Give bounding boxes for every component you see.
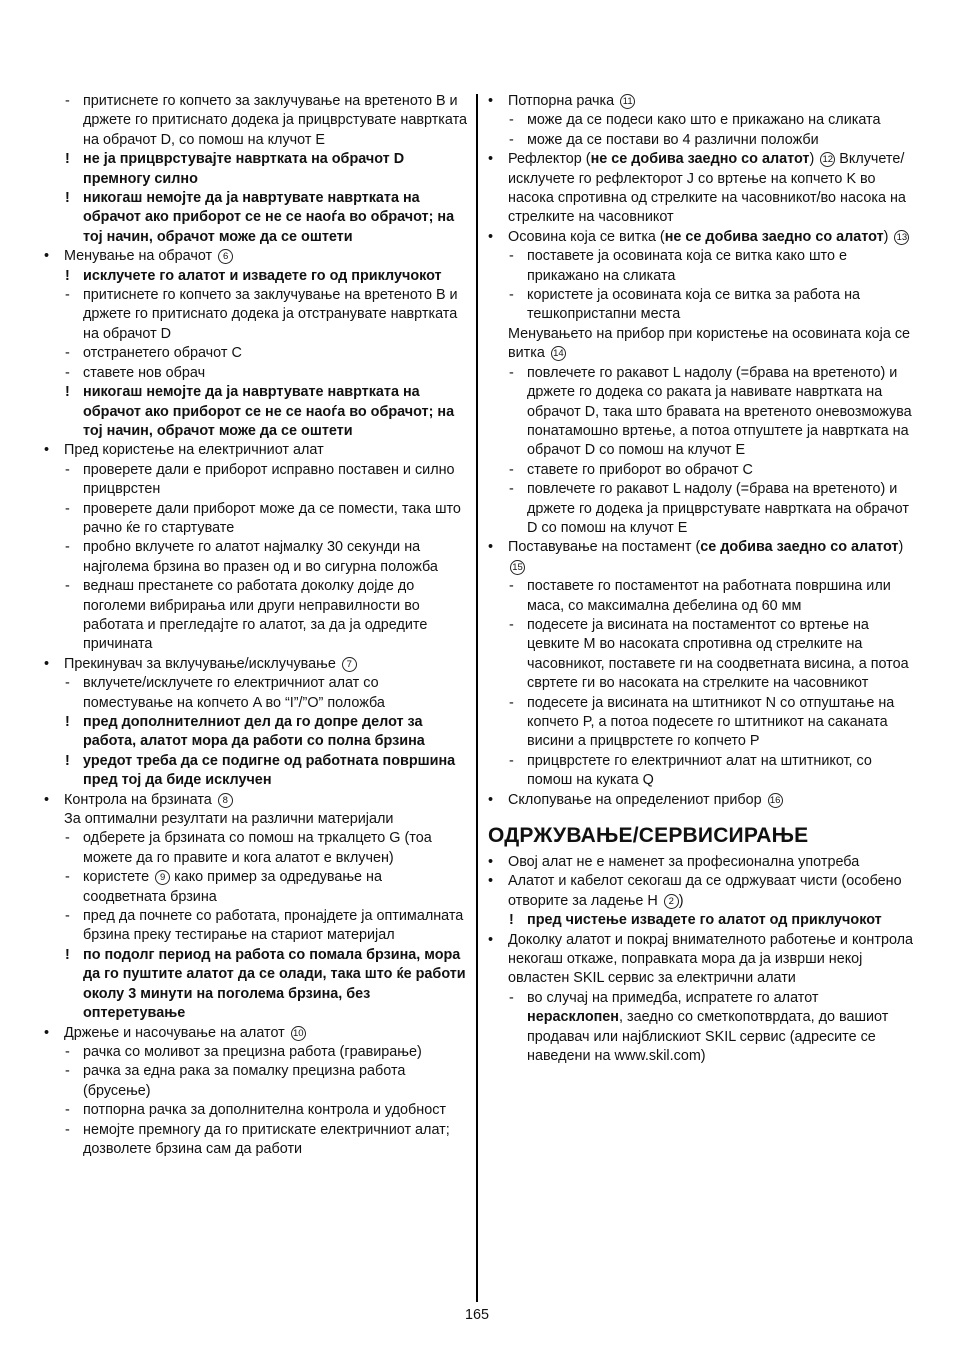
dash-marker: -	[65, 578, 70, 595]
bold-text: не се добива заедно со алатот	[590, 151, 810, 168]
warning-marker: !	[65, 714, 70, 730]
figure-reference: 13	[894, 230, 909, 245]
dash-marker: -	[65, 539, 70, 556]
warning-marker: !	[65, 267, 70, 284]
text: , заедно со сметкопотврдата, до вашиот продавач или најблискиот SKIL сервис (адресите се наведени на www.skil.com)	[527, 1009, 889, 1065]
dash-marker: -	[65, 1121, 70, 1138]
text: проверете дали е приборот исправно поставен и силно прицврстен	[83, 461, 455, 498]
text: За оптимални резултати на различни материјали	[64, 811, 394, 828]
figure-reference: 15	[510, 560, 525, 575]
text: немојте премногу да го притискате електричниот алат; дозволете брзина сам да работи	[83, 1121, 450, 1157]
text: Контрола на брзината	[64, 791, 212, 808]
dash-item	[44, 674, 468, 713]
dash-item	[44, 286, 468, 344]
bullet-item	[488, 931, 914, 989]
paragraph	[44, 810, 468, 829]
dash-marker: -	[65, 908, 70, 925]
dash-item	[488, 286, 914, 325]
bullet-marker: •	[488, 228, 494, 245]
bullet-marker: •	[44, 248, 50, 265]
dash-marker: -	[509, 461, 514, 478]
dash-marker: -	[509, 481, 514, 498]
dash-marker: -	[509, 248, 514, 265]
dash-item	[488, 247, 914, 286]
warning-marker: !	[65, 384, 70, 401]
right-column	[488, 92, 914, 1067]
bullet-marker: •	[44, 655, 50, 672]
text: Осовина која се витка (	[508, 228, 665, 245]
text: поставете го постаментот на работната површина или маса, со максимална дебелина од 60 мм	[527, 578, 891, 614]
bullet-item	[44, 247, 468, 266]
bullet-marker: •	[44, 1024, 50, 1041]
bullet-marker: •	[44, 442, 50, 459]
text: потпорна рачка за дополнителна контрола и удобност	[83, 1102, 447, 1119]
dash-item	[488, 364, 914, 461]
dash-item	[488, 111, 914, 130]
dash-marker: -	[509, 616, 514, 633]
warning-item	[44, 267, 468, 286]
figure-reference: 9	[155, 870, 170, 885]
text: притиснете го копчето за заклучување на вретеното B и држете го притиснато додека ја прицврстувате навртката на обрачот D, со помош на клучот E	[83, 93, 468, 148]
text: Прекинувач за вклучување/исклучување	[64, 655, 336, 672]
bullet-item	[44, 1024, 468, 1043]
figure-reference: 2	[664, 894, 679, 909]
text: ставете нов обрач	[83, 364, 206, 381]
text: одберете ја брзината со помош на тркалцето G (тоа можете да го правите и кога алатот е вклучен)	[83, 830, 432, 866]
dash-item	[44, 907, 468, 946]
dash-marker: -	[65, 500, 70, 517]
text: користете ја осовината која се витка за работа на тешкопристапни места	[527, 287, 861, 323]
text: повлечете го ракавот L надолу (=брава на вретеното) и држете го додека со ракатa ја навивате навртката на обрачот D, така што бравата на вретеното оневозможува понатамошно вртење, а потоа отпуштете ја навртката на обрачот D со помош на клучот E	[527, 364, 912, 459]
text: отстранетего обрачот C	[83, 345, 242, 362]
bullet-marker: •	[488, 854, 494, 871]
warning-item	[44, 946, 468, 1024]
dash-marker: -	[65, 869, 70, 886]
text: рачка со моливот за прецизна работа (гравирање)	[83, 1043, 422, 1060]
dash-marker: -	[65, 287, 70, 304]
dash-item	[44, 829, 468, 868]
text: )	[809, 151, 815, 168]
dash-marker: -	[65, 1102, 70, 1119]
bullet-item	[488, 791, 914, 810]
bullet-marker: •	[488, 539, 494, 556]
bullet-item	[44, 441, 468, 460]
bullet-marker: •	[488, 151, 494, 168]
dash-item	[488, 694, 914, 752]
dash-item	[488, 989, 914, 1067]
dash-marker: -	[65, 830, 70, 847]
text: Пред користење на електричниот алат	[64, 442, 324, 459]
text: Рефлектор (	[508, 151, 591, 168]
text: може да се подеси како што е прикажано на сликата	[527, 112, 881, 129]
bullet-item	[488, 150, 914, 228]
bullet-marker: •	[44, 791, 50, 808]
bullet-item	[488, 538, 914, 577]
dash-marker: -	[509, 131, 514, 148]
text: притиснете го копчето за заклучување на вретеното B и држете го притиснато додека ја отстранувате навртката на обрачот D	[83, 287, 458, 342]
text: подесете ја висината на штитникот N со отпуштање на копчето P, а потоа подесете го штитникот на саканата висини а прицврстете го копчето P	[527, 694, 895, 750]
bullet-marker: •	[488, 791, 494, 808]
dash-item	[44, 577, 468, 655]
paragraph	[488, 325, 914, 364]
dash-marker: -	[65, 345, 70, 362]
text: може да се постави во 4 различни положби	[527, 131, 819, 148]
dash-item	[488, 461, 914, 480]
dash-marker: -	[509, 752, 514, 769]
text: Менувањето на прибор при користење на осовината која се витка	[508, 325, 911, 362]
bold-text: пред чистење извадете го алатот од приклучокот	[527, 912, 882, 929]
dash-marker: -	[65, 93, 70, 109]
text: прицврстете го електричниот алат на штитникот, со помош на куката Q	[527, 752, 872, 789]
text: веднаш престанете со работата доколку дојде до поголеми вибрирања или други неправилности во работата и прегледајте го алатот, за да ја одредите причината	[83, 578, 428, 653]
text: подесете ја висината на постаментот со вртење на цевките M во насоката спротивна од стрелките на часовникот, поставете ги на соодветната висина, а потоа свртете ги во насоката на стрелките на часовникот	[527, 616, 909, 692]
warning-item	[44, 752, 468, 791]
bullet-item	[488, 872, 914, 911]
dash-item	[44, 1121, 468, 1160]
dash-item	[44, 1062, 468, 1101]
bullet-marker: •	[488, 931, 494, 948]
column-divider	[476, 94, 478, 1302]
dash-item	[44, 500, 468, 539]
bold-text: нерасклопен	[527, 1009, 620, 1026]
dash-marker: -	[509, 112, 514, 129]
text: повлечете го ракавот L надолу (=брава на вретеното) и држете го додека ја прицврстувате навртката на обрачот D со помош на клучот E	[527, 481, 909, 536]
dash-item	[44, 461, 468, 500]
warning-marker: !	[65, 151, 70, 168]
bold-text: се добива заедно со алатот	[700, 539, 899, 556]
dash-marker: -	[65, 1043, 70, 1060]
text: )	[678, 892, 684, 909]
dash-item	[44, 364, 468, 383]
page-number: 165	[464, 1307, 489, 1323]
text: Доколку алатот и покрај внимателното работење и контрола некогаш откаже, поправката мора да ја изврши некој овластен SKIL сервис за електрични алати	[508, 931, 914, 987]
figure-reference: 12	[820, 152, 835, 167]
text: Менување на обрачот	[64, 248, 213, 265]
bold-text: исклучете го алатот и извадете го од приклучокот	[83, 267, 442, 284]
warning-item	[44, 189, 468, 247]
dash-marker: -	[509, 364, 514, 381]
dash-marker: -	[65, 364, 70, 381]
text: како пример за одредување на соодветната брзина	[83, 869, 382, 905]
figure-reference: 8	[218, 793, 233, 808]
warning-marker: !	[65, 752, 70, 769]
dash-item	[488, 577, 914, 616]
text: проверете дали приборот може да се помести, така што рачно ќе го стартувате	[83, 500, 461, 536]
text: ОДРЖУВАЊЕ/СЕРВИСИРАЊЕ	[488, 824, 809, 848]
left-column	[44, 92, 468, 1159]
warning-marker: !	[65, 190, 70, 207]
warning-item	[488, 911, 914, 930]
text: Алатот и кабелот секогаш да се одржуваат чисти (особено отворите за ладење H	[508, 873, 902, 909]
text: Држење и насочување на алатот	[64, 1024, 285, 1041]
figure-reference: 6	[218, 249, 233, 264]
dash-marker: -	[65, 1063, 70, 1080]
bullet-item	[44, 655, 468, 674]
text: ставете го приборот во обрачот C	[527, 461, 753, 478]
dash-item	[44, 538, 468, 577]
bold-text: не се добива заедно со алатот	[664, 228, 884, 245]
text: Склопување на определениот прибор	[508, 791, 762, 808]
dash-marker: -	[509, 287, 514, 304]
text: )	[883, 228, 889, 245]
dash-marker: -	[509, 578, 514, 595]
section-heading	[488, 823, 914, 849]
warning-marker: !	[509, 912, 514, 929]
dash-item	[44, 1101, 468, 1120]
bold-text: пред дополнителниот дел да го допре делот за работа, алатот мора да работи со полна брзина	[83, 714, 425, 750]
bold-text: уредот треба да се подигне од работната површина пред тој да биде исклучен	[83, 752, 456, 789]
dash-marker: -	[509, 989, 514, 1006]
dash-item	[44, 344, 468, 363]
dash-item	[44, 92, 468, 150]
bold-text: не ја прицврстувајте навртката на обрачот D премногу силно	[83, 151, 405, 187]
dash-item	[488, 131, 914, 150]
warning-marker: !	[65, 946, 70, 963]
text: Овој алат не е наменет за професионална употреба	[508, 854, 860, 871]
text: вклучете/исклучете го електричниот алат со поместување на копчето A во “I”/”O” положба	[83, 675, 385, 711]
figure-reference: 14	[551, 346, 566, 361]
dash-item	[488, 752, 914, 791]
bold-text: никогаш немојте да ја навртувате навртката на обрачот ако приборот се не се наоѓа во обрачот; на тој начин, обрачот може да се оштети	[83, 384, 455, 439]
dash-marker: -	[65, 675, 70, 692]
text: пред да почнете со работата, пронајдете ја оптималната брзина преку тестирање на стариот материјал	[83, 908, 464, 944]
text: Потпорна рачка	[508, 93, 615, 109]
figure-reference: 11	[620, 94, 635, 109]
dash-item	[488, 616, 914, 694]
bullet-item	[44, 791, 468, 810]
figure-reference: 16	[768, 793, 783, 808]
text: во случај на примедба, испратете го алатот	[527, 989, 819, 1006]
figure-reference: 10	[291, 1026, 306, 1041]
bullet-marker: •	[488, 93, 494, 109]
dash-marker: -	[65, 461, 70, 478]
dash-item	[488, 480, 914, 538]
warning-item	[44, 150, 468, 189]
warning-item	[44, 383, 468, 441]
text: рачка за една рака за помалку прецизна работа (брусење)	[83, 1063, 406, 1099]
bullet-marker: •	[488, 873, 494, 890]
text: Поставување на постамент (	[508, 539, 701, 556]
bold-text: никогаш немојте да ја навртувате навртката на обрачот ако приборот се не се наоѓа во обрачот; на тој начин, обрачот може да се оштети	[83, 190, 455, 245]
text: поставете ја осовината која се витка како што е прикажано на сликата	[527, 248, 847, 284]
dash-marker: -	[509, 694, 514, 711]
dash-item	[44, 868, 468, 907]
bullet-item	[488, 853, 914, 872]
warning-item	[44, 713, 468, 752]
bold-text: по подолг период на работа со помала брзина, мора да го пуштите алатот да се олади, така што ќе работи околу 3 минути на поголема брзина, без оптеретување	[83, 946, 466, 1022]
bullet-item	[488, 228, 914, 247]
text: пробно вклучете го алатот најмалку 30 секунди на најголема брзина во празен од и во сигурна положба	[83, 539, 438, 575]
figure-reference: 7	[342, 657, 357, 672]
bullet-item	[488, 92, 914, 111]
text: )	[898, 539, 904, 556]
text: Вклучете/исклучете го рефлекторот J со вртење на копчето K во насока спротивна од стрелките на часовникот/во насока на стрелките на часовникот	[508, 151, 906, 226]
dash-item	[44, 1043, 468, 1062]
text: користете	[83, 869, 150, 886]
